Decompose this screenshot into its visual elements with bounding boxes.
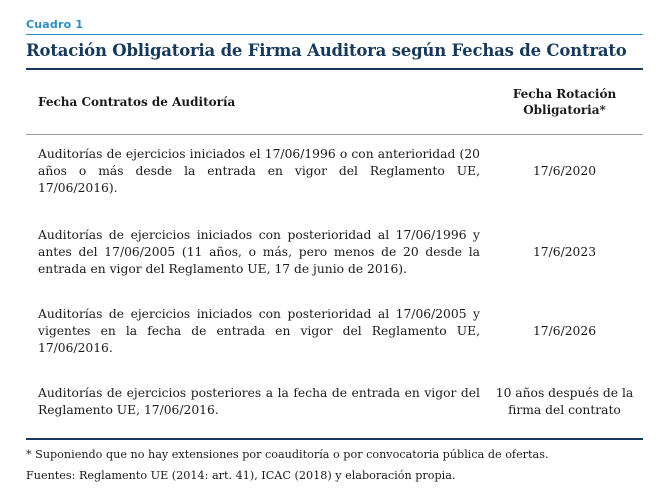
row-description: Auditorías de ejercicios iniciados con posterioridad al 17/06/2005 y vigentes en la fecha de entrada en vigor del Reglamento UE, 17/06/2016. — [38, 306, 480, 355]
row-rotation-date: 17/6/2023 — [532, 244, 597, 259]
table-row — [26, 207, 643, 297]
row-description: Auditorías de ejercicios iniciados con posterioridad al 17/06/1996 y antes del 17/06/2005 (11 años, o más, pero menos de 20 desde la entrada en vigor del Reglamento UE, 17 de junio de 2016). — [38, 227, 480, 276]
row-rotation-date: 17/6/2020 — [532, 163, 597, 178]
table-title: Rotación Obligatoria de Firma Auditora según Fechas de Contrato — [26, 40, 643, 70]
row-rotation-date-text: 10 años después de la firma del contrato — [495, 385, 634, 417]
table-row — [26, 365, 643, 439]
footnote: * Suponiendo que no hay extensiones por coauditoría o por convocatoria pública de ofertas. — [26, 448, 549, 461]
sources-note: Fuentes: Reglamento UE (2014: art. 41), ICAC (2018) y elaboración propia. — [26, 469, 456, 482]
row-description: Auditorías de ejercicios posteriores a la fecha de entrada en vigor del Reglamento UE, 17/06/2016. — [38, 385, 480, 417]
table-label: Cuadro 1 — [26, 18, 643, 35]
rotation-table — [26, 70, 643, 440]
table-row — [26, 297, 643, 365]
table-row — [26, 135, 643, 208]
table-notes — [26, 440, 643, 484]
header-contract-dates: Fecha Contratos de Auditoría — [38, 95, 236, 109]
header-rotation-date-text: Fecha Rotación Obligatoria* — [512, 87, 617, 117]
header-rotation-date — [486, 70, 643, 135]
table-header-row — [26, 70, 643, 135]
row-description: Auditorías de ejercicios iniciados el 17/06/1996 o con anterioridad (20 años o más desde la entrada en vigor del Reglamento UE, 17/06/2016). — [38, 146, 480, 195]
row-rotation-date — [486, 365, 643, 439]
row-rotation-date: 17/6/2026 — [532, 323, 597, 338]
